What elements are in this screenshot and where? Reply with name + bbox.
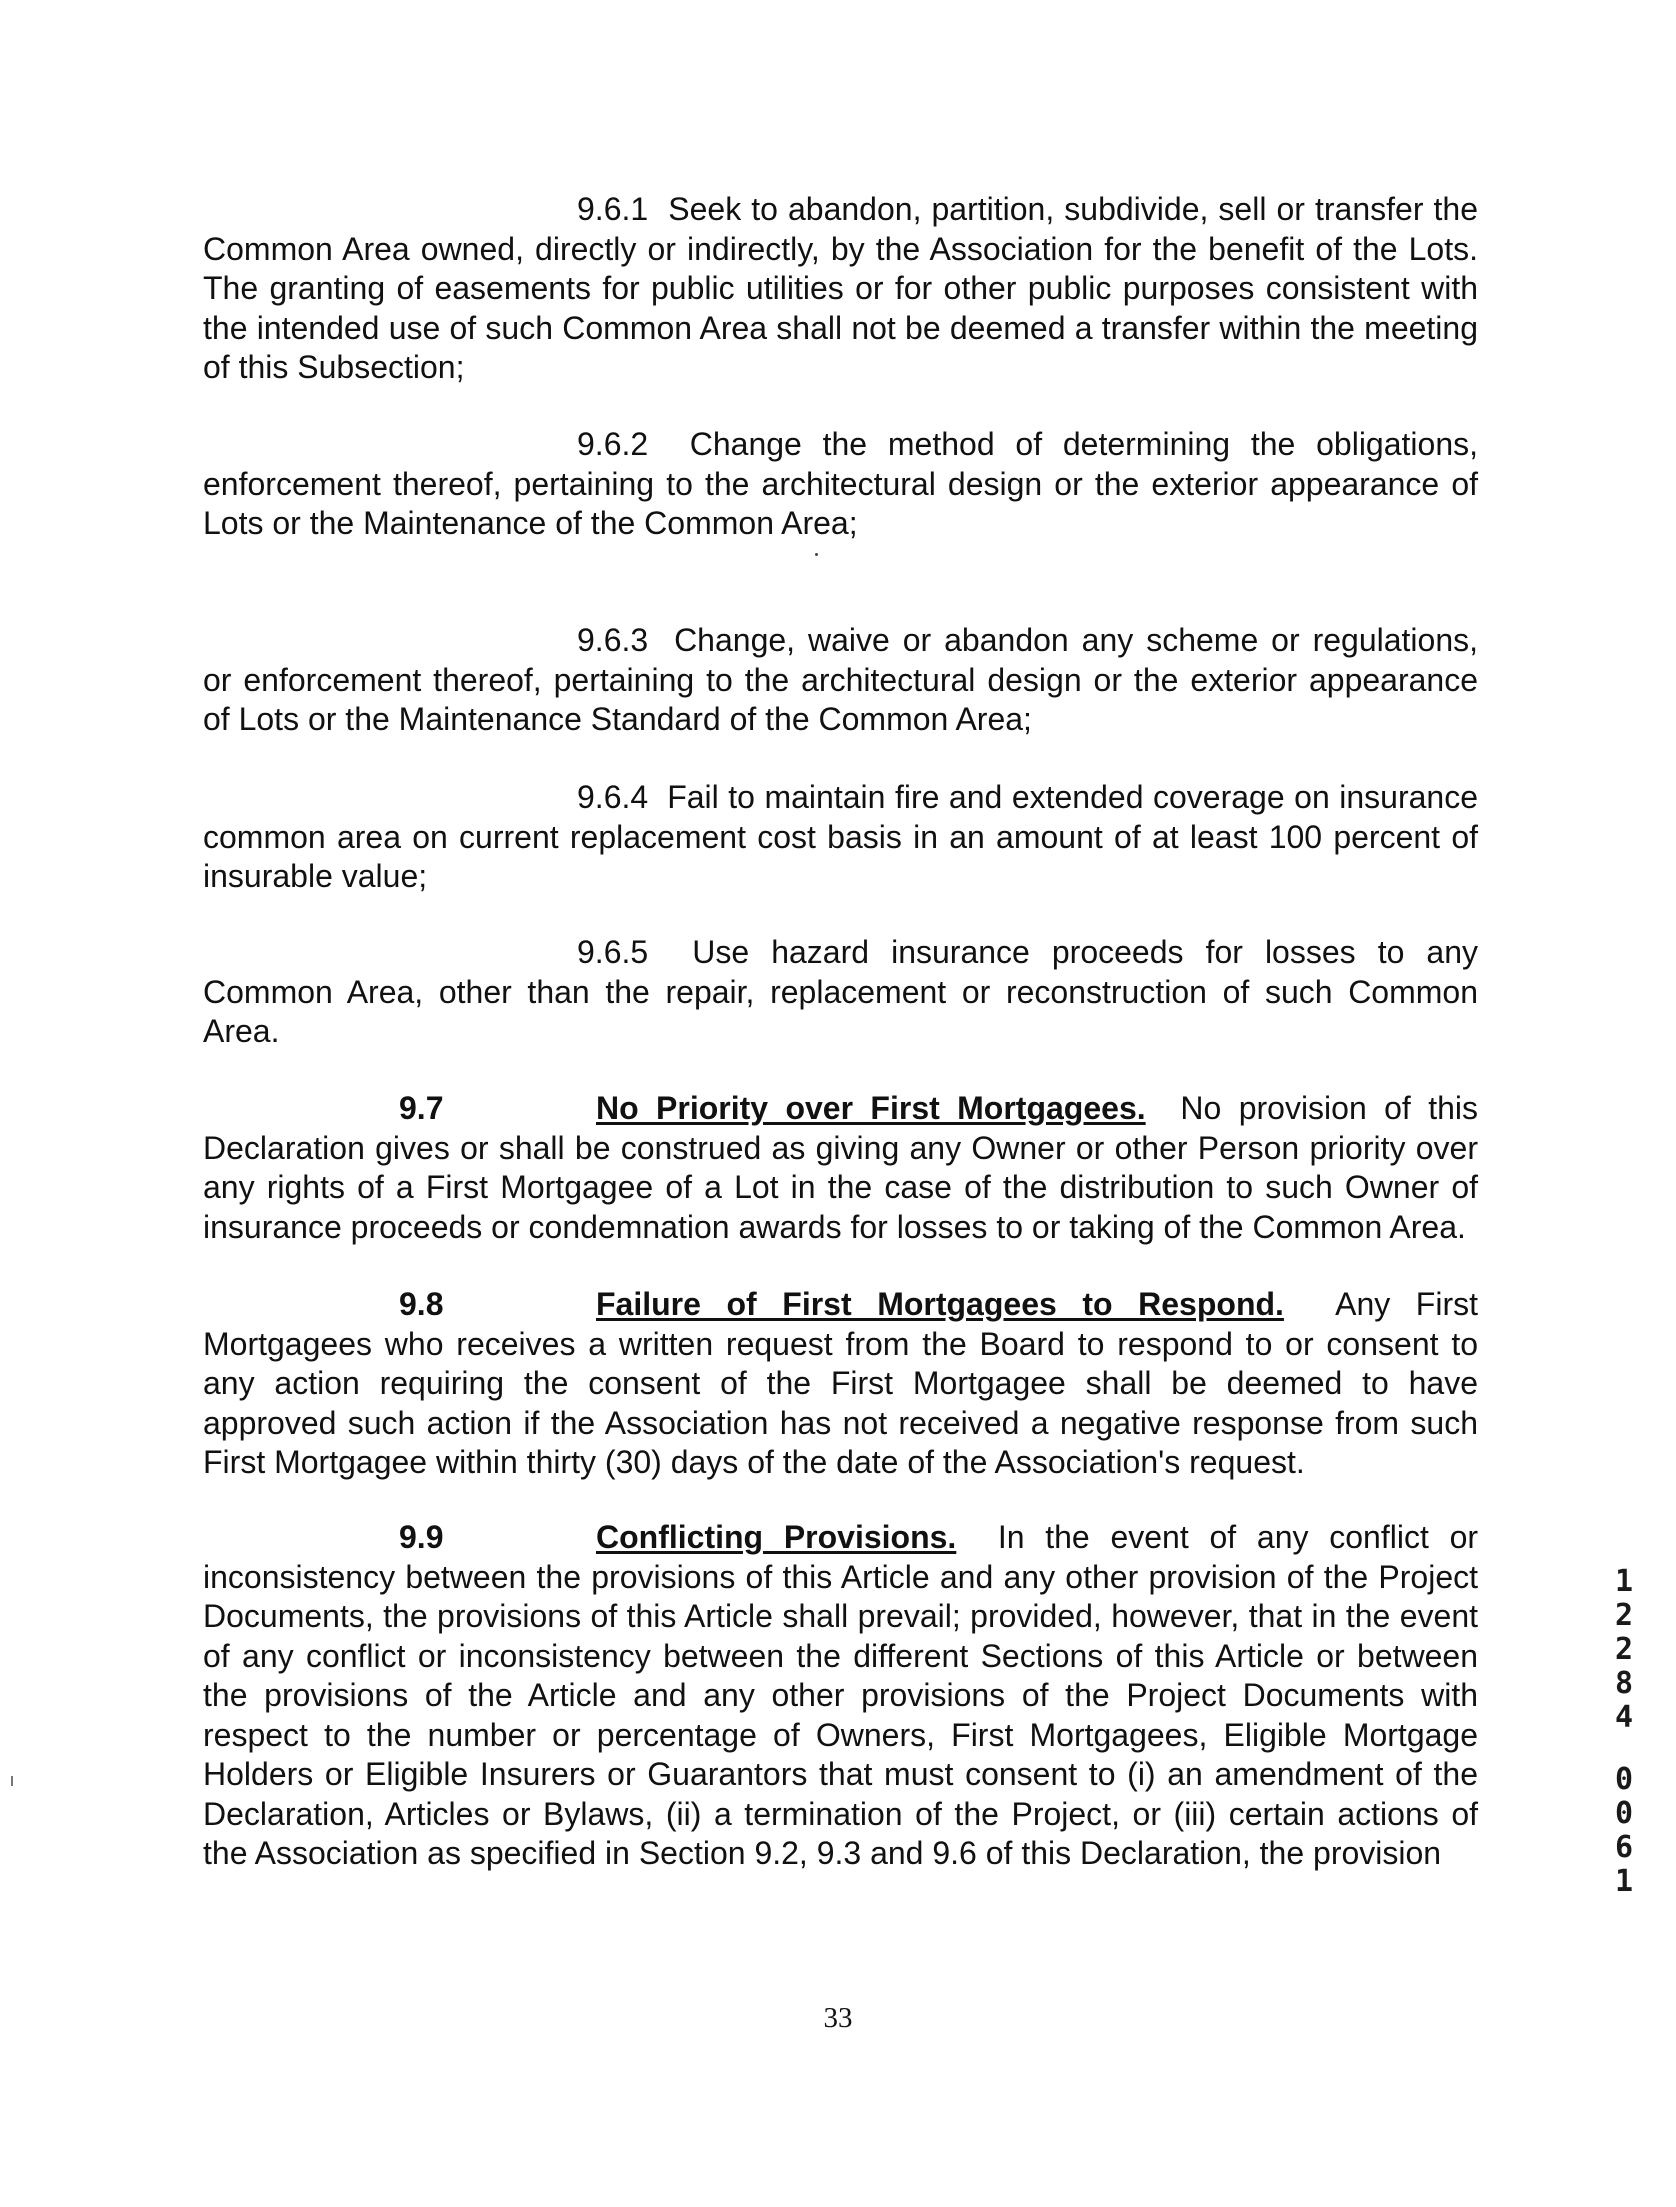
page-number: 33: [823, 2002, 853, 2034]
section-text: No provision of this Declaration gives or shall be construed as giving any Owner or other Person priority over any rights of a First Mortgagee of a Lot in the case of the distribution to such Owner of insurance proceeds or condemnation awards for losses to or taking of the Common Area.: [203, 1090, 1479, 1245]
paragraph-number: 9.6.5: [577, 934, 649, 970]
paragraph-9-6-3: [203, 621, 1478, 740]
paragraph-text: Seek to abandon, partition, subdivide, sell or transfer the Common Area owned, directly or indirectly, by the Association for the benefit of the Lots. The granting of easements for public utilities or for other public purposes consistent with the intended use of such Common Area shall not be deemed a transfer within the meeting of this Subsection;: [203, 191, 1478, 385]
stamp-digit: 4: [1614, 1700, 1634, 1735]
stamp-digit: 2: [1614, 1632, 1634, 1667]
stamp-digit: 8: [1614, 1666, 1634, 1701]
section-9-7: [203, 1089, 1478, 1247]
scan-speck: [815, 553, 818, 556]
paragraph-number: 9.6.4: [577, 779, 649, 815]
paragraph-text: Use hazard insurance proceeds for losses to any Common Area, other than the repair, replacement or reconstruction of such Common Area.: [203, 934, 1479, 1049]
paragraph-text: Fail to maintain fire and extended coverage on insurance common area on current replacement cost basis in an amount of at least 100 percent of insurable value;: [203, 779, 1479, 894]
stamp-digit: 0: [1614, 1796, 1634, 1831]
section-title: Failure of First Mortgagees to Respond.: [596, 1286, 1284, 1322]
stamp-digit: 1: [1614, 1564, 1634, 1599]
paragraph-9-6-1: [203, 190, 1478, 388]
section-9-9: [203, 1518, 1478, 1874]
section-title: Conflicting Provisions.: [596, 1519, 957, 1555]
paragraph-number: 9.6.2: [577, 426, 649, 462]
section-text: Any First Mortgagees who receives a written request from the Board to respond to or consent to any action requiring the consent of the First Mortgagee shall be deemed to have approved such action if the Association has not received a negative response from such First Mortgagee within thirty (30) days of the date of the Association's request.: [203, 1286, 1479, 1480]
stamp-digit: 2: [1614, 1598, 1634, 1633]
paragraph-9-6-4: [203, 778, 1478, 897]
section-text: In the event of any conflict or inconsistency between the provisions of this Article and any other provision of the Project Documents, the provisions of this Article shall prevail; provided, however, that in the event of any conflict or inconsistency between the different Sections of this Article or between the provisions of the Article and any other provisions of the Project Documents with respect to the number or percentage of Owners, First Mortgagees, Eligible Mortgage Holders or Eligible Insurers or Guarantors that must consent to (i) an amendment of the Declaration, Articles or Bylaws, (ii) a termination of the Project, or (iii) certain actions of the Association as specified in Section 9.2, 9.3 and 9.6 of this Declaration, the provision: [203, 1519, 1479, 1871]
section-title: No Priority over First Mortgagees.: [596, 1090, 1146, 1126]
stamp-digit: 1: [1614, 1864, 1634, 1899]
paragraph-text: Change, waive or abandon any scheme or regulations, or enforcement thereof, pertaining to the architectural design or the exterior appearance of Lots or the Maintenance Standard of the Common Area;: [203, 622, 1479, 737]
section-number: 9.7: [399, 1090, 444, 1126]
section-9-8: [203, 1285, 1478, 1483]
recording-stamp-bottom: [1604, 1763, 1644, 1899]
stamp-digit: 0: [1614, 1762, 1634, 1797]
section-number: 9.9: [399, 1519, 444, 1555]
recording-stamp-top: [1604, 1565, 1644, 1735]
paragraph-text: Change the method of determining the obligations, enforcement thereof, pertaining to the architectural design or the exterior appearance of Lots or the Maintenance of the Common Area;: [203, 426, 1478, 541]
scan-edge-mark: [11, 1776, 13, 1786]
paragraph-number: 9.6.3: [577, 622, 649, 658]
paragraph-number: 9.6.1: [577, 191, 649, 227]
section-number: 9.8: [399, 1286, 444, 1322]
paragraph-9-6-5: [203, 933, 1478, 1052]
stamp-digit: 6: [1614, 1830, 1634, 1865]
paragraph-9-6-2: [203, 425, 1478, 544]
